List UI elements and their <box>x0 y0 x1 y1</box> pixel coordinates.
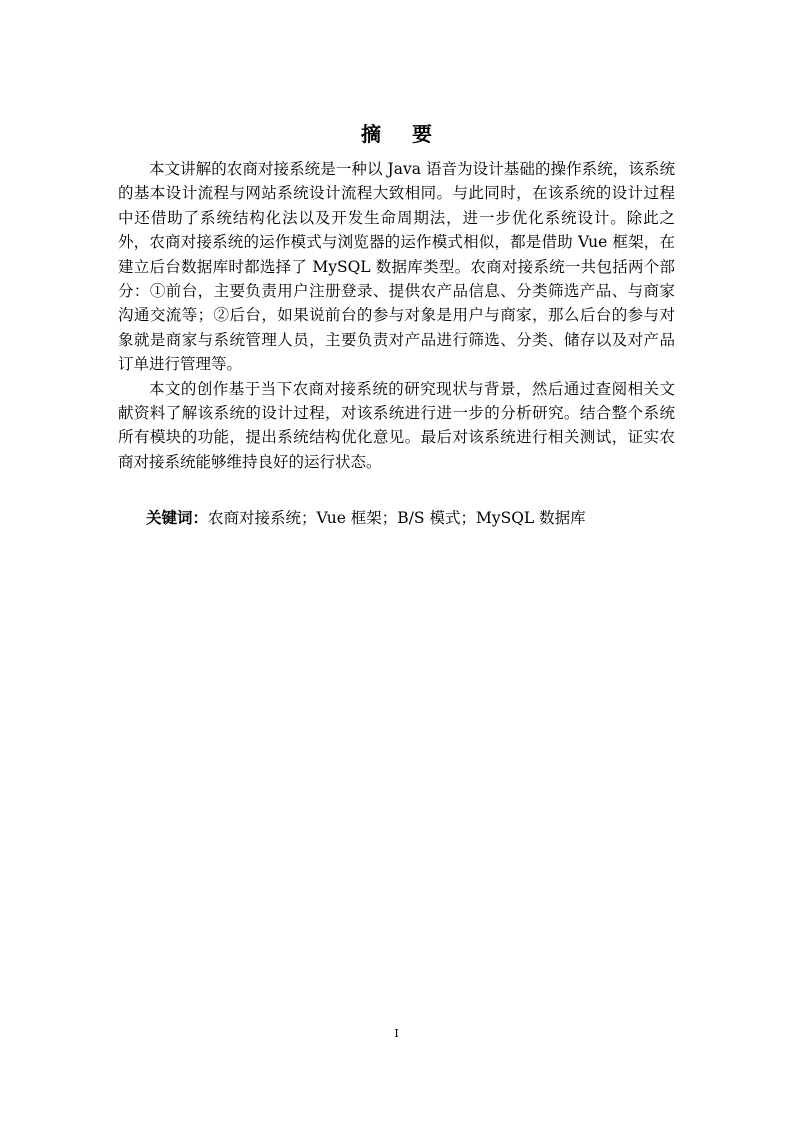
abstract-body <box>118 157 675 474</box>
page-number: I <box>394 1027 399 1040</box>
keywords-text: 农商对接系统；Vue 框架；B/S 模式；MySQL 数据库 <box>208 509 586 527</box>
abstract-paragraph-1: 本文讲解的农商对接系统是一种以 Java 语音为设计基础的操作系统，该系统的基本设计流程与网站系统设计流程大致相同。与此同时，在该系统的设计过程中还借助了系统结构化法以及开发生命周期法，进一步优化系统设计。除此之外，农商对接系统的运作模式与浏览器的运作模式相似，都是借助 Vue 框架，在建立后台数据库时都选择了 MySQL 数据库类型。农商对接系统一共包括两个部分：①前台，主要负责用户注册登录、提供农产品信息、分类筛选产品、与商家沟通交流等；②后台，如果说前台的参与对象是用户与商家，那么后台的参与对象就是商家与系统管理人员，主要负责对产品进行筛选、分类、储存以及对产品订单进行管理等。 <box>118 160 675 374</box>
keywords-label: 关键词： <box>146 508 209 527</box>
keywords-line <box>146 506 676 530</box>
abstract-paragraph-2: 本文的创作基于当下农商对接系统的研究现状与背景，然后通过查阅相关文献资料了解该系统的设计过程，对该系统进行进一步的分析研究。结合整个系统所有模块的功能，提出系统结构优化意见。最后对该系统进行相关测试，证实农商对接系统能够维持良好的运行状态。 <box>118 379 675 471</box>
abstract-title: 摘 要 <box>361 122 444 146</box>
